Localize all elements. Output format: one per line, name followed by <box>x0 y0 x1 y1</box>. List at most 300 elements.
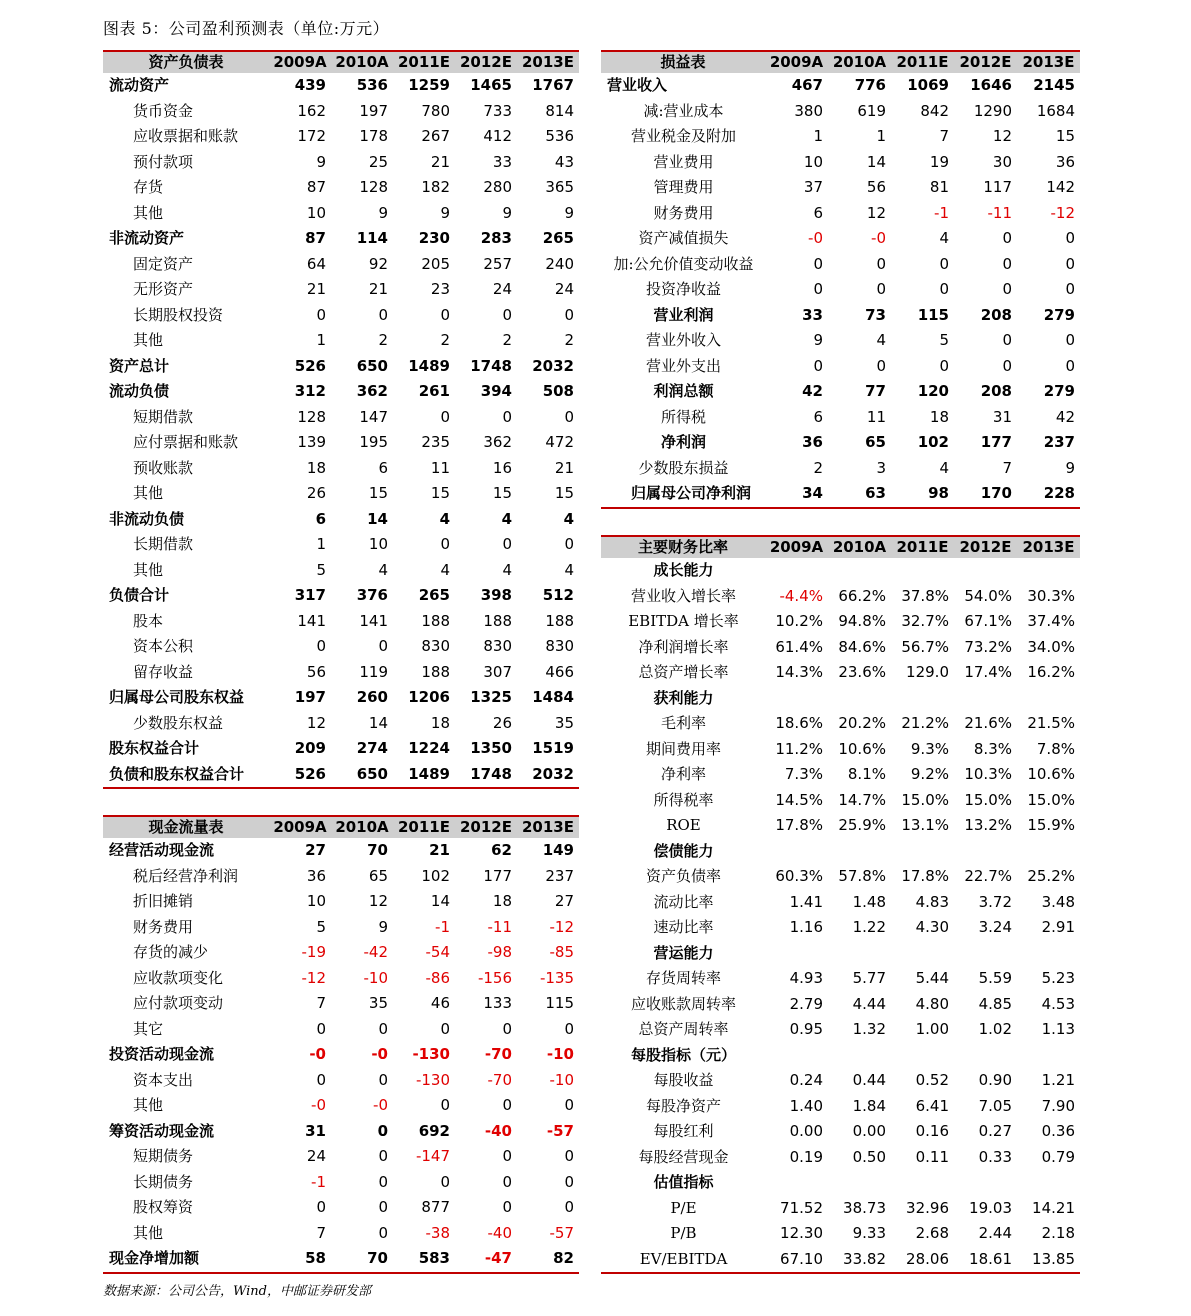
value-cell: 3.24 <box>978 918 1012 936</box>
table-row <box>103 328 579 354</box>
table-row <box>103 660 579 686</box>
value-cell: 1206 <box>408 688 450 706</box>
value-cell: 780 <box>421 101 450 120</box>
table-row <box>601 1196 1080 1222</box>
value-cell: 1.32 <box>852 1020 886 1038</box>
table-row <box>103 124 579 150</box>
row-label: 折旧摊销 <box>133 892 194 910</box>
value-cell <box>891 941 954 967</box>
value-cell: 119 <box>359 662 388 681</box>
value-cell <box>891 1170 954 1196</box>
cash-flow-table <box>103 815 579 1274</box>
value-cell: -47 <box>455 1246 517 1273</box>
value-cell: 87 <box>306 178 326 196</box>
value-cell: 0.19 <box>789 1147 823 1166</box>
value-cell: -156 <box>477 968 512 987</box>
value-cell: 4 <box>501 509 512 528</box>
value-cell: 228 <box>1017 481 1080 508</box>
table-row <box>103 481 579 507</box>
value-cell: 1 <box>316 535 326 553</box>
value-cell <box>765 941 828 967</box>
value-cell: 188 <box>545 611 574 630</box>
value-cell: 14 <box>367 509 388 528</box>
value-cell: 1748 <box>470 356 512 375</box>
table-row <box>601 252 1080 278</box>
value-cell: 0 <box>440 535 450 553</box>
row-label: 负债合计 <box>109 586 170 604</box>
value-cell: 4 <box>378 560 388 579</box>
value-cell: -10 <box>546 1045 574 1063</box>
value-cell: 162 <box>297 101 326 120</box>
value-cell: 261 <box>418 382 450 400</box>
value-cell: 0 <box>939 254 949 273</box>
row-label: 资本支出 <box>133 1070 194 1089</box>
value-cell: 62 <box>491 841 512 859</box>
value-cell: 512 <box>542 586 574 604</box>
value-cell: 0.79 <box>1041 1147 1075 1166</box>
value-cell: 177 <box>483 866 512 885</box>
row-label: P/B <box>670 1224 697 1242</box>
value-cell: 208 <box>980 382 1012 400</box>
table-row <box>103 838 579 864</box>
value-cell: 33 <box>492 152 512 171</box>
value-cell: 14 <box>368 713 388 732</box>
year-header-cell: 2011E <box>393 51 455 73</box>
table-row <box>103 277 579 303</box>
row-label: 净利润 <box>660 433 706 451</box>
table-row <box>103 1093 579 1119</box>
value-cell: 362 <box>356 382 388 400</box>
value-cell: 14.3% <box>775 663 823 681</box>
value-cell: 3.48 <box>1041 892 1075 911</box>
value-cell: 10 <box>306 892 326 910</box>
value-cell: 4.44 <box>852 994 886 1013</box>
value-cell <box>765 1043 828 1069</box>
table-row <box>601 1017 1080 1043</box>
value-cell: 36 <box>306 866 326 885</box>
value-cell: -12 <box>301 968 326 987</box>
table-row <box>103 736 579 762</box>
value-cell: 15 <box>1055 127 1075 145</box>
value-cell: 0 <box>316 1070 326 1089</box>
value-cell: 279 <box>1043 382 1075 400</box>
value-cell <box>828 558 891 584</box>
value-cell: 0 <box>440 1096 450 1114</box>
table-title-cell: 资产负债表 <box>103 51 269 73</box>
value-cell: 0 <box>876 254 886 273</box>
value-cell: 205 <box>421 254 450 273</box>
value-cell: 312 <box>294 382 326 400</box>
value-cell: 70 <box>367 841 388 859</box>
value-cell: 0 <box>876 280 886 298</box>
value-cell: 260 <box>356 688 388 706</box>
value-cell: 0 <box>564 1172 574 1191</box>
value-cell: 31 <box>305 1121 326 1140</box>
value-cell: 466 <box>545 662 574 681</box>
value-cell: 0 <box>1065 280 1075 298</box>
value-cell: -12 <box>1050 203 1075 222</box>
value-cell: 4 <box>439 509 450 528</box>
value-cell: -10 <box>549 1070 574 1089</box>
value-cell: 733 <box>483 101 512 120</box>
table-row <box>601 813 1080 839</box>
value-cell <box>1017 941 1080 967</box>
value-cell <box>1017 1043 1080 1069</box>
value-cell: 0 <box>564 305 574 324</box>
value-cell: 195 <box>359 433 388 451</box>
value-cell: 10.2% <box>775 612 823 630</box>
table-row <box>601 277 1080 303</box>
value-cell: 18.61 <box>954 1247 1017 1274</box>
row-label: 营业费用 <box>653 152 714 171</box>
table-row <box>103 634 579 660</box>
value-cell: 526 <box>269 762 331 789</box>
value-cell: 15.9% <box>1027 816 1075 834</box>
value-cell: 9.2% <box>910 765 949 783</box>
row-label: 所得税 <box>660 407 706 426</box>
table-row <box>103 507 579 533</box>
value-cell: 142 <box>1046 178 1075 196</box>
row-label: 长期股权投资 <box>133 305 224 324</box>
value-cell: 15 <box>554 484 574 502</box>
row-label: 净利润增长率 <box>638 637 729 656</box>
table-row <box>103 966 579 992</box>
value-cell: 842 <box>920 101 949 120</box>
row-label: ROE <box>666 816 701 834</box>
table-header-row <box>103 51 579 73</box>
table-title-cell: 现金流量表 <box>103 816 269 838</box>
table-row <box>601 328 1080 354</box>
table-row <box>103 1042 579 1068</box>
table-row <box>103 532 579 558</box>
row-label: EBITDA 增长率 <box>628 612 739 630</box>
value-cell: 129.0 <box>906 663 949 681</box>
table-row <box>103 991 579 1017</box>
value-cell: 172 <box>297 127 326 145</box>
table-row <box>601 99 1080 125</box>
value-cell: 0 <box>564 535 574 553</box>
table-header-row <box>103 816 579 838</box>
value-cell: 82 <box>517 1246 579 1273</box>
table-row <box>601 890 1080 916</box>
value-cell: 536 <box>545 127 574 145</box>
row-label: 资产负债率 <box>645 867 721 885</box>
year-header-cell: 2011E <box>891 51 954 73</box>
value-cell: 149 <box>542 841 574 859</box>
value-cell: 0 <box>502 305 512 324</box>
row-label: 流动负债 <box>109 382 170 400</box>
value-cell: 188 <box>421 662 450 681</box>
table-row <box>103 940 579 966</box>
value-cell <box>891 839 954 865</box>
value-cell: 114 <box>356 229 388 247</box>
value-cell: 0.00 <box>852 1122 886 1140</box>
row-label: EV/EBITDA <box>601 1247 765 1274</box>
value-cell: 10 <box>306 203 326 222</box>
value-cell: 65 <box>368 866 388 885</box>
value-cell: 73.2% <box>964 637 1012 656</box>
row-label: 每股红利 <box>653 1122 714 1140</box>
table-row <box>601 303 1080 329</box>
value-cell: 7 <box>316 994 326 1012</box>
row-label: 速动比率 <box>653 918 714 936</box>
value-cell <box>828 686 891 712</box>
table-row <box>601 762 1080 788</box>
year-header-cell: 2011E <box>891 536 954 558</box>
value-cell: 14 <box>866 152 886 171</box>
value-cell: 77 <box>865 382 886 400</box>
value-cell: 1465 <box>470 76 512 94</box>
value-cell: 0 <box>502 535 512 553</box>
value-cell: 7.8% <box>1036 739 1075 758</box>
table-row <box>601 1043 1080 1069</box>
value-cell: 56.7% <box>901 637 949 656</box>
row-label: 货币资金 <box>133 101 194 120</box>
value-cell: 2 <box>440 331 450 349</box>
row-label: 其他 <box>133 484 164 502</box>
value-cell: -0 <box>871 229 886 247</box>
value-cell: 2.68 <box>915 1224 949 1242</box>
table-row <box>601 124 1080 150</box>
value-cell: -40 <box>484 1121 512 1140</box>
row-label: 减:营业成本 <box>643 101 724 120</box>
value-cell: 26 <box>306 484 326 502</box>
row-label: 固定资产 <box>133 254 194 273</box>
value-cell: 0 <box>378 637 388 655</box>
table-row <box>601 201 1080 227</box>
value-cell: 257 <box>483 254 512 273</box>
value-cell: 1290 <box>973 101 1012 120</box>
table-row <box>103 711 579 737</box>
row-label: 估值指标 <box>653 1173 714 1191</box>
value-cell: 6.41 <box>915 1096 949 1115</box>
value-cell: 0.95 <box>789 1020 823 1038</box>
table-row <box>601 405 1080 431</box>
table-row <box>601 635 1080 661</box>
value-cell: 4 <box>876 331 886 349</box>
value-cell: 15.0% <box>964 790 1012 809</box>
value-cell: 5.77 <box>852 969 886 987</box>
value-cell: 20.2% <box>838 714 886 732</box>
page-title: 图表 5：公司盈利预测表（单位:万元） <box>103 19 390 38</box>
value-cell: 94.8% <box>838 612 886 630</box>
value-cell: 4.83 <box>915 892 949 911</box>
value-cell: 0 <box>564 1019 574 1038</box>
value-cell: 6 <box>813 203 823 222</box>
value-cell: 0 <box>939 280 949 298</box>
row-label: 应付款项变动 <box>133 994 224 1012</box>
value-cell: 650 <box>331 762 393 789</box>
value-cell: 10.6% <box>1027 765 1075 783</box>
value-cell: 830 <box>421 637 450 655</box>
value-cell: 37.4% <box>1027 612 1075 630</box>
value-cell: 508 <box>542 382 574 400</box>
value-cell: 37 <box>803 178 823 196</box>
value-cell: 57.8% <box>838 867 886 885</box>
table-row <box>601 686 1080 712</box>
value-cell: 1 <box>813 127 823 145</box>
row-label: 财务费用 <box>653 203 714 222</box>
value-cell: 0 <box>378 1172 388 1191</box>
value-cell: 36 <box>802 433 823 451</box>
value-cell: 0 <box>377 1121 388 1140</box>
row-label: 其他 <box>133 203 164 222</box>
value-cell: 0 <box>502 1147 512 1165</box>
value-cell: 1.22 <box>852 918 886 936</box>
row-label: 总资产周转率 <box>638 1020 729 1038</box>
table-row <box>601 481 1080 508</box>
value-cell: 197 <box>294 688 326 706</box>
value-cell: 9.33 <box>852 1224 886 1242</box>
value-cell: 0.36 <box>1041 1122 1075 1140</box>
value-cell: 15.0% <box>901 790 949 809</box>
table-row <box>103 915 579 941</box>
value-cell: 11.2% <box>775 739 823 758</box>
table-row <box>601 558 1080 584</box>
value-cell: -1 <box>934 203 949 222</box>
value-cell: 2.18 <box>1041 1224 1075 1242</box>
row-label: P/E <box>670 1198 697 1217</box>
row-label: 管理费用 <box>653 178 714 196</box>
value-cell: 0 <box>502 407 512 426</box>
value-cell: 98 <box>891 481 954 508</box>
value-cell: 70 <box>331 1246 393 1273</box>
table-row <box>103 864 579 890</box>
row-label: 加:公允价值变动收益 <box>613 254 754 273</box>
row-label: 营业利润 <box>653 305 714 324</box>
value-cell: 21.5% <box>1027 714 1075 732</box>
value-cell: -0 <box>371 1045 388 1063</box>
table-row <box>601 788 1080 814</box>
value-cell: 19 <box>929 152 949 171</box>
value-cell: 4 <box>502 560 512 579</box>
value-cell: 0 <box>813 280 823 298</box>
table-row <box>103 889 579 915</box>
value-cell <box>954 1170 1017 1196</box>
table-row <box>103 1221 579 1247</box>
row-label: 存货周转率 <box>645 969 721 987</box>
row-label: 每股经营现金 <box>638 1147 729 1166</box>
value-cell: 536 <box>356 76 388 94</box>
table-row <box>601 915 1080 941</box>
value-cell: 197 <box>359 101 388 120</box>
row-label: 期间费用率 <box>645 739 721 758</box>
value-cell: -11 <box>487 917 512 936</box>
value-cell: -10 <box>363 968 388 987</box>
row-label: 应收款项变化 <box>133 968 224 987</box>
year-header-cell: 2009A <box>765 536 828 558</box>
value-cell: 35 <box>554 713 574 732</box>
value-cell <box>1017 1170 1080 1196</box>
value-cell: 265 <box>418 586 450 604</box>
value-cell: 0 <box>939 356 949 375</box>
value-cell: 21 <box>429 841 450 859</box>
value-cell: 3.72 <box>978 892 1012 911</box>
row-label: 流动资产 <box>109 76 170 94</box>
value-cell: 33.82 <box>828 1247 891 1274</box>
value-cell: 30.3% <box>1027 586 1075 605</box>
value-cell <box>954 558 1017 584</box>
value-cell: 9 <box>813 331 823 349</box>
value-cell: 67.1% <box>964 612 1012 630</box>
value-cell: 209 <box>294 739 326 757</box>
value-cell: 182 <box>421 178 450 196</box>
table-row <box>103 175 579 201</box>
value-cell: -135 <box>539 968 574 987</box>
value-cell: 24 <box>492 280 512 298</box>
value-cell: 9 <box>502 203 512 222</box>
value-cell: 7.3% <box>784 765 823 783</box>
row-label: 其它 <box>133 1019 164 1038</box>
value-cell: 650 <box>356 356 388 375</box>
source-footnote: 数据来源：公司公告，Wind，中邮证券研发部 <box>103 1284 371 1299</box>
value-cell: 4 <box>563 509 574 528</box>
value-cell: 141 <box>359 611 388 630</box>
row-label: 偿债能力 <box>653 841 714 860</box>
table-title-cell: 主要财务比率 <box>601 536 765 558</box>
value-cell: 32.7% <box>901 612 949 630</box>
row-label: 股权筹资 <box>133 1198 194 1216</box>
value-cell: 0 <box>378 1198 388 1216</box>
value-cell: 2 <box>378 331 388 349</box>
row-label: 长期债务 <box>133 1172 194 1191</box>
value-cell <box>954 686 1017 712</box>
value-cell: 7 <box>1002 458 1012 477</box>
value-cell: 394 <box>480 382 512 400</box>
value-cell: 10 <box>368 535 388 553</box>
value-cell: 8.3% <box>973 739 1012 758</box>
value-cell: 54.0% <box>964 586 1012 605</box>
table-row <box>103 1144 579 1170</box>
value-cell: 13.85 <box>1017 1247 1080 1274</box>
value-cell: 35 <box>368 994 388 1012</box>
value-cell: -0 <box>808 229 823 247</box>
value-cell: 317 <box>294 586 326 604</box>
row-label: 经营活动现金流 <box>109 841 215 859</box>
value-cell: 42 <box>802 382 823 400</box>
value-cell: 177 <box>980 433 1012 451</box>
value-cell: -54 <box>425 943 450 961</box>
value-cell: 13.2% <box>964 816 1012 834</box>
table-header-row <box>601 51 1080 73</box>
value-cell: 362 <box>483 433 512 451</box>
value-cell: 10.3% <box>964 765 1012 783</box>
value-cell: 365 <box>545 178 574 196</box>
row-label: 无形资产 <box>133 280 194 298</box>
value-cell: 115 <box>545 994 574 1012</box>
value-cell: 5.44 <box>915 969 949 987</box>
year-header-cell: 2011E <box>393 816 455 838</box>
value-cell: 17.8% <box>901 867 949 885</box>
value-cell: -11 <box>987 203 1012 222</box>
value-cell: 2032 <box>532 356 574 375</box>
table-row <box>601 456 1080 482</box>
value-cell: -57 <box>549 1223 574 1242</box>
value-cell: 1767 <box>532 76 574 94</box>
value-cell: 120 <box>917 382 949 400</box>
year-header-cell: 2013E <box>517 51 579 73</box>
value-cell: -42 <box>363 943 388 961</box>
row-label: 存货的减少 <box>133 943 209 961</box>
value-cell: 1646 <box>970 76 1012 94</box>
value-cell: 279 <box>1043 305 1075 324</box>
value-cell: 2.91 <box>1041 918 1075 936</box>
value-cell: -130 <box>415 1070 450 1089</box>
value-cell: 67.10 <box>765 1247 828 1274</box>
row-label: 现金净增加额 <box>103 1246 269 1273</box>
value-cell: 14.7% <box>838 790 886 809</box>
value-cell: 10 <box>803 152 823 171</box>
